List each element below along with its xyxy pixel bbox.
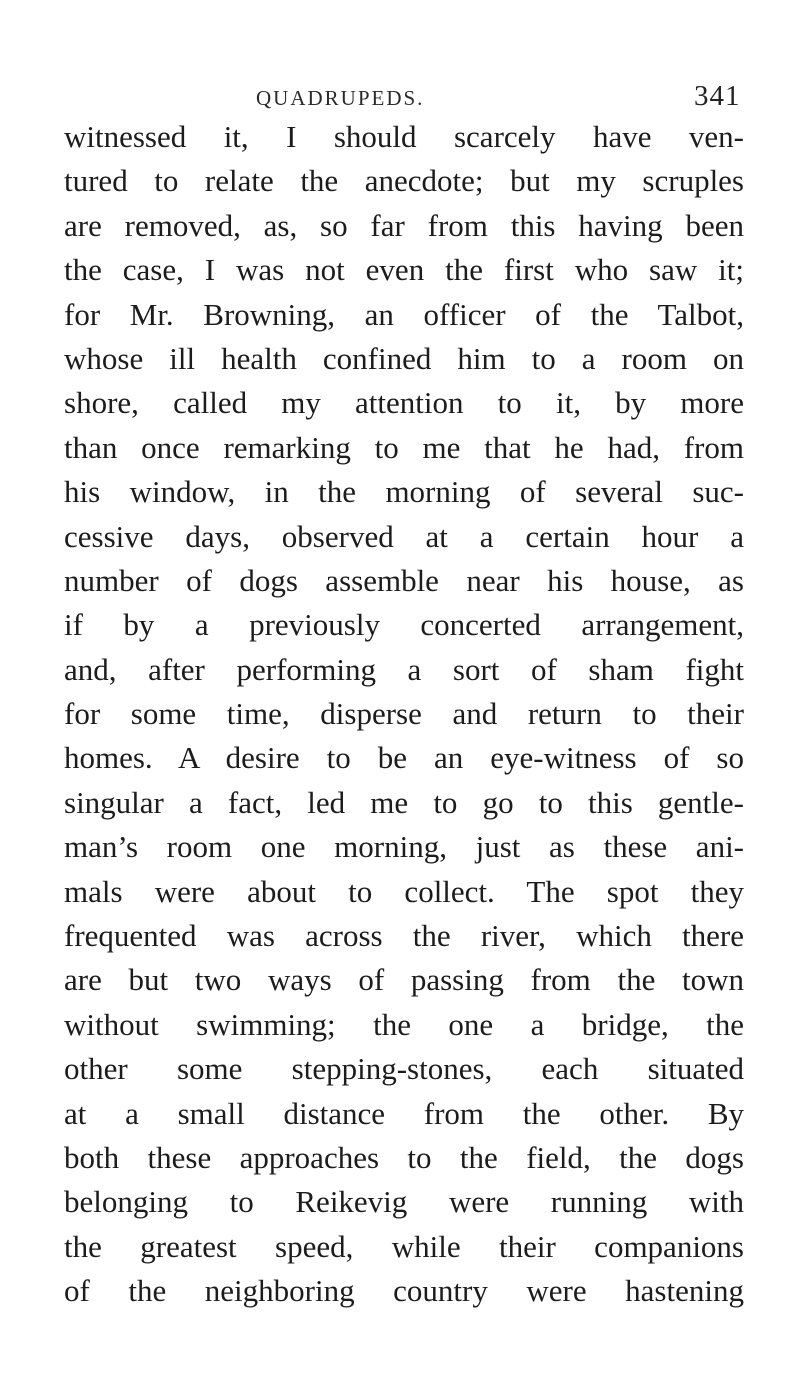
text-line: for some time, disperse and return to their bbox=[64, 696, 744, 732]
text-line: singular a fact, led me to go to this gentle- bbox=[64, 784, 744, 820]
text-line: without swimming; the one a bridge, the bbox=[64, 1006, 744, 1042]
text-line: and, after performing a sort of sham fight bbox=[64, 651, 744, 687]
body-text bbox=[64, 115, 744, 1314]
text-line: shore, called my attention to it, by more bbox=[64, 385, 744, 421]
text-line: the case, I was not even the first who saw it; bbox=[64, 252, 744, 288]
text-line: are removed, as, so far from this having been bbox=[64, 207, 744, 243]
text-line: are but two ways of passing from the town bbox=[64, 962, 744, 998]
text-line: his window, in the morning of several suc- bbox=[64, 474, 744, 510]
text-line: if by a previously concerted arrangement, bbox=[64, 607, 744, 643]
text-line: belonging to Reikevig were running with bbox=[64, 1184, 744, 1220]
text-line: man’s room one morning, just as these ani- bbox=[64, 829, 744, 865]
running-title: QUADRUPEDS. bbox=[256, 86, 425, 110]
text-line: whose ill health confined him to a room on bbox=[64, 340, 744, 376]
text-line: at a small distance from the other. By bbox=[64, 1095, 744, 1131]
text-line: than once remarking to me that he had, from bbox=[64, 429, 744, 465]
text-line: of the neighboring country were hastening bbox=[64, 1273, 744, 1309]
text-line: frequented was across the river, which there bbox=[64, 918, 744, 954]
text-line: tured to relate the anecdote; but my scruples bbox=[64, 163, 744, 199]
text-line: witnessed it, I should scarcely have ven- bbox=[64, 119, 744, 154]
text-line: number of dogs assemble near his house, as bbox=[64, 562, 744, 598]
text-line: the greatest speed, while their companions bbox=[64, 1228, 744, 1264]
text-line: other some stepping-stones, each situated bbox=[64, 1051, 744, 1087]
running-head bbox=[0, 80, 800, 116]
text-line: cessive days, observed at a certain hour a bbox=[64, 518, 744, 554]
text-line: for Mr. Browning, an officer of the Talbot, bbox=[64, 296, 744, 332]
text-line: homes. A desire to be an eye-witness of so bbox=[64, 740, 744, 776]
text-line: mals were about to collect. The spot they bbox=[64, 873, 744, 909]
page-number: 341 bbox=[694, 80, 741, 112]
text-line: both these approaches to the field, the dogs bbox=[64, 1139, 744, 1175]
